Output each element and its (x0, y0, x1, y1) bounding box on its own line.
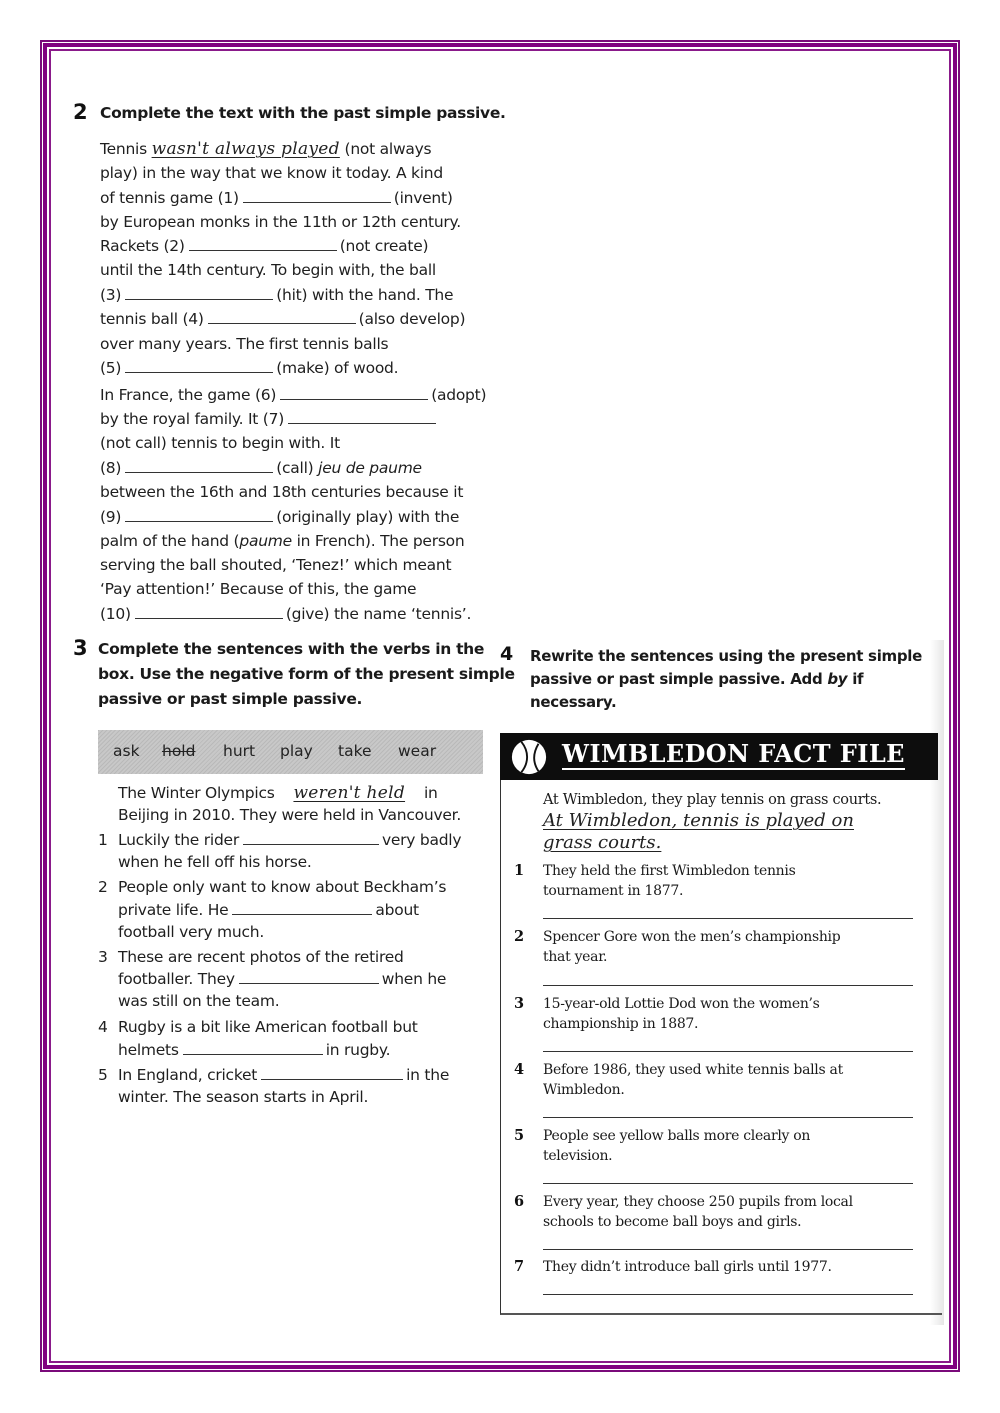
sentence-line: was still on the team. (118, 992, 280, 1010)
line-text: (not create) (339, 237, 429, 255)
item-number: 4 (98, 1018, 108, 1036)
line-text: footballer. They (118, 970, 235, 988)
text-line: by European monks in the 11th or 12th century. (100, 213, 461, 231)
item-line: that year. (543, 949, 608, 965)
line-text: in the (406, 1066, 450, 1084)
answer-blank-1[interactable] (243, 190, 391, 203)
item-number: 3 (514, 995, 525, 1012)
item-number: 6 (514, 1193, 525, 1210)
line-text: by the royal family. It (7) (100, 410, 284, 428)
item-line: People see yellow balls more clearly on (543, 1128, 811, 1144)
verb-wear: wear (398, 742, 437, 760)
line-text: Rackets (2) (100, 237, 185, 255)
italic-term: by (827, 670, 848, 688)
text-line (100, 409, 439, 429)
item-line: 15-year-old Lottie Dod won the women’s (543, 996, 820, 1012)
line-text: (hit) with the hand. The (276, 286, 454, 304)
item-line: television. (543, 1148, 613, 1164)
line-text: The Winter Olympics (118, 784, 275, 802)
line-text: In England, cricket (118, 1066, 258, 1084)
line-text: very badly (381, 831, 462, 849)
line-text: helmets (118, 1041, 179, 1059)
answer-line-4-2[interactable] (543, 985, 913, 986)
example-answer: weren't held (293, 783, 406, 803)
text-line: ‘Pay attention!’ Because of this, the game (100, 580, 417, 598)
line-text: in (423, 784, 438, 802)
text-line: (not call) tennis to begin with. It (100, 434, 340, 452)
sentence-line: winter. The season starts in April. (118, 1088, 369, 1106)
line-text: (10) (100, 605, 131, 623)
example-answer: wasn't always played (151, 139, 340, 159)
answer-line-4-7[interactable] (543, 1294, 913, 1295)
fact-file-title: WIMBLEDON FACT FILE (562, 739, 905, 768)
answer-blank-9[interactable] (125, 509, 273, 522)
answer-blank-4[interactable] (208, 311, 356, 324)
line-text: (8) (100, 459, 122, 477)
exercise-instruction-line: necessary. (530, 693, 617, 711)
text-line (100, 604, 471, 624)
line-text: (adopt) (431, 386, 487, 404)
answer-line-4-3[interactable] (543, 1051, 913, 1052)
text-line: over many years. The first tennis balls (100, 335, 389, 353)
item-line: They held the first Wimbledon tennis (543, 863, 796, 879)
text-line (100, 458, 422, 478)
line-text: about (375, 901, 419, 919)
answer-blank-3-1[interactable] (243, 832, 379, 845)
sentence-line: Rugby is a bit like American football but (118, 1018, 418, 1036)
text-line: between the 16th and 18th centuries because it (100, 483, 464, 501)
line-text: private life. He (118, 901, 229, 919)
answer-blank-3-2[interactable] (232, 902, 372, 915)
text-line: serving the ball shouted, ‘Tenez!’ which meant (100, 556, 452, 574)
sentence-line (118, 1064, 449, 1087)
answer-blank-2[interactable] (189, 238, 337, 251)
text-line (100, 507, 459, 527)
exercise-number: 3 (73, 636, 88, 660)
exercise-instruction: Complete the text with the past simple passive. (100, 104, 506, 122)
sentence-line: People only want to know about Beckham’s (118, 878, 447, 896)
line-text: In France, the game (6) (100, 386, 277, 404)
exercise-instruction-line (530, 668, 863, 691)
text-line (100, 531, 464, 551)
item-line: They didn’t introduce ball girls until 1977. (543, 1259, 832, 1275)
text-line (100, 139, 431, 159)
text-line (100, 385, 486, 405)
exercise-instruction-line: Complete the sentences with the verbs in the (98, 640, 485, 658)
verb-ask: ask (113, 742, 140, 760)
verb-take: take (338, 742, 372, 760)
exercise-number: 2 (73, 100, 88, 124)
example-sentence-line2: Beijing in 2010. They were held in Vancouver. (118, 806, 462, 824)
item-number: 4 (514, 1061, 525, 1078)
answer-blank-3[interactable] (125, 287, 273, 300)
example-answer-line1: At Wimbledon, tennis is played on (543, 810, 854, 831)
answer-blank-8[interactable] (125, 460, 273, 473)
italic-term: paume (239, 532, 292, 550)
line-text: palm of the hand ( (100, 532, 240, 550)
line-text: (3) (100, 286, 122, 304)
item-line: schools to become ball boys and girls. (543, 1214, 802, 1230)
verb-box (98, 730, 483, 774)
answer-line-4-4[interactable] (543, 1117, 913, 1118)
text-line (100, 188, 453, 208)
text-line (100, 236, 428, 256)
item-number: 1 (98, 831, 108, 849)
answer-blank-7[interactable] (288, 411, 436, 424)
answer-blank-6[interactable] (280, 387, 428, 400)
line-text: when he (381, 970, 447, 988)
item-line: tournament in 1877. (543, 883, 684, 899)
example-answer-line2: grass courts. (543, 832, 662, 853)
line-text: (make) of wood. (276, 359, 399, 377)
line-text: passive or past simple passive. Add (530, 670, 828, 688)
text-line (100, 358, 398, 378)
line-text: tennis ball (4) (100, 310, 204, 328)
item-line: championship in 1887. (543, 1016, 699, 1032)
sentence-line (118, 1039, 390, 1062)
answer-blank-5[interactable] (125, 360, 273, 373)
item-line: Wimbledon. (543, 1082, 625, 1098)
item-line: Before 1986, they used white tennis balls at (543, 1062, 843, 1078)
line-text: (not always (344, 140, 432, 158)
text-line: play) in the way that we know it today. A kind (100, 164, 443, 182)
line-text: (5) (100, 359, 122, 377)
item-number: 7 (514, 1258, 525, 1275)
line-text: (9) (100, 508, 122, 526)
item-number: 1 (514, 862, 525, 879)
answer-blank-3-5[interactable] (261, 1067, 403, 1080)
answer-line-4-5[interactable] (543, 1183, 913, 1184)
item-number: 5 (514, 1127, 525, 1144)
verb-hold-struck: hold (162, 742, 196, 760)
example-sentence (118, 782, 438, 805)
sentence-line: football very much. (118, 923, 265, 941)
sentence-line (118, 899, 419, 922)
exercise-instruction-line: passive or past simple passive. (98, 690, 363, 708)
line-text: Luckily the rider (118, 831, 239, 849)
answer-blank-10[interactable] (135, 606, 283, 619)
text-line (100, 309, 465, 329)
line-text: (invent) (393, 189, 453, 207)
text-line: until the 14th century. To begin with, the ball (100, 261, 436, 279)
item-number: 3 (98, 948, 108, 966)
verb-hurt: hurt (223, 742, 256, 760)
exercise-instruction-line: box. Use the negative form of the present simple (98, 665, 515, 683)
answer-line-4-6[interactable] (543, 1249, 913, 1250)
sentence-line (118, 829, 461, 852)
line-text: in French). The person (291, 532, 465, 550)
line-text: in rugby. (325, 1041, 391, 1059)
answer-blank-3-4[interactable] (183, 1042, 323, 1055)
fact-file-header (500, 733, 938, 780)
item-number: 2 (514, 928, 525, 945)
line-text: Tennis (100, 140, 147, 158)
line-text: (originally play) with the (276, 508, 460, 526)
line-text: (also develop) (358, 310, 466, 328)
line-text: if (847, 670, 864, 688)
sentence-line (118, 968, 446, 991)
line-text: of tennis game (1) (100, 189, 239, 207)
answer-blank-3-3[interactable] (239, 971, 379, 984)
item-line: Spencer Gore won the men’s championship (543, 929, 841, 945)
sentence-line: These are recent photos of the retired (118, 948, 404, 966)
item-line: Every year, they choose 250 pupils from local (543, 1194, 853, 1210)
example-sentence: At Wimbledon, they play tennis on grass courts. (543, 792, 882, 808)
exercise-instruction-line: Rewrite the sentences using the present simple (530, 647, 923, 665)
item-number: 5 (98, 1066, 108, 1084)
text-line (100, 285, 453, 305)
italic-term: jeu de paume (318, 459, 422, 477)
sentence-line: when he fell off his horse. (118, 853, 312, 871)
item-number: 2 (98, 878, 108, 896)
verb-play: play (280, 742, 313, 760)
exercise-number: 4 (500, 643, 514, 665)
line-text: (call) (276, 459, 314, 477)
answer-line-4-1[interactable] (543, 918, 913, 919)
line-text: (give) the name ‘tennis’. (285, 605, 472, 623)
tennis-ball-icon (510, 738, 548, 776)
